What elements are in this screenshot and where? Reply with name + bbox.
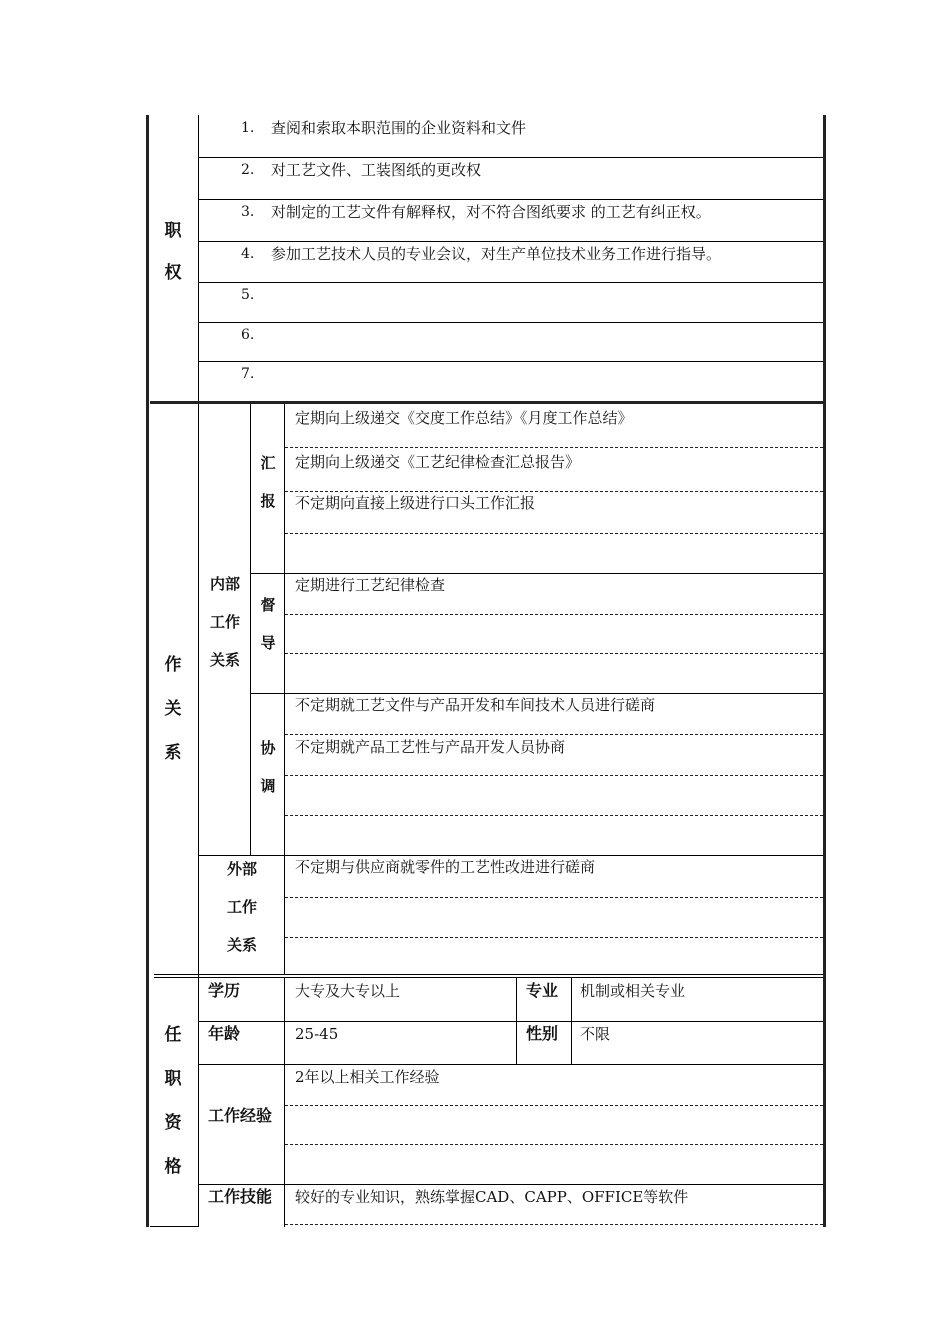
- external-relations-label: [214, 858, 270, 955]
- report-line: 定期向上级递交《工艺纪律检查汇总报告》: [295, 453, 581, 471]
- experience-value: 2年以上相关工作经验: [295, 1068, 440, 1086]
- supervise-line: 定期进行工艺纪律检查: [295, 576, 446, 594]
- skills-label: 工作技能: [208, 1187, 273, 1206]
- supervise-label-char-1: 督: [260, 596, 276, 614]
- qualification-label-char-2: 职: [164, 1069, 182, 1089]
- external-line: 不定期与供应商就零件的工艺性改进进行磋商: [295, 858, 596, 876]
- authority-item-number: 3.: [241, 204, 255, 220]
- relations-label-char-1: 作: [164, 655, 182, 675]
- supervise-label-char-2: 导: [260, 634, 276, 652]
- relations-label-char-2: 关: [164, 699, 182, 719]
- external-label-line-2: 工作: [226, 898, 257, 916]
- major-value: 机制或相关专业: [580, 982, 686, 1000]
- age-label: 年龄: [208, 1024, 241, 1043]
- internal-relations-label: [201, 573, 249, 670]
- authority-label-char-1: 职: [164, 221, 182, 241]
- authority-section-label: [158, 216, 188, 283]
- experience-label: 工作经验: [208, 1106, 273, 1125]
- gender-label: 性别: [526, 1024, 559, 1043]
- authority-label-char-2: 权: [164, 263, 182, 283]
- authority-item-text: 查阅和索取本职范围的企业资料和文件: [271, 119, 527, 137]
- authority-item-number: 7.: [241, 366, 255, 382]
- relations-section-label: [158, 650, 188, 763]
- authority-item-number: 4.: [241, 246, 255, 262]
- report-line: 定期向上级递交《交度工作总结》《月度工作总结》: [295, 409, 633, 427]
- qualification-label-char-3: 资: [164, 1113, 182, 1133]
- internal-label-line-3: 关系: [209, 651, 240, 669]
- relations-label-char-3: 系: [164, 743, 182, 763]
- report-label-char-2: 报: [260, 492, 276, 510]
- external-label-line-1: 外部: [226, 860, 257, 878]
- age-value: 25-45: [295, 1025, 339, 1043]
- authority-item-text: 对制定的工艺文件有解释权，对不符合图纸要求 的工艺有纠正权。: [271, 203, 711, 221]
- authority-item-number: 6.: [241, 327, 255, 343]
- internal-label-line-2: 工作: [209, 613, 240, 631]
- internal-label-line-1: 内部: [209, 575, 240, 593]
- gender-value: 不限: [580, 1025, 611, 1043]
- report-label: [253, 452, 283, 511]
- coordinate-line: 不定期就工艺文件与产品开发和车间技术人员进行磋商: [295, 696, 656, 714]
- supervise-label: [253, 594, 283, 653]
- authority-item-number: 1.: [241, 120, 255, 136]
- qualification-label-char-4: 格: [164, 1157, 182, 1177]
- education-label: 学历: [208, 981, 241, 1000]
- report-line: 不定期向直接上级进行口头工作汇报: [295, 494, 536, 512]
- education-value: 大专及大专以上: [295, 982, 401, 1000]
- major-label: 专业: [526, 981, 559, 1000]
- external-label-line-3: 关系: [226, 936, 257, 954]
- authority-item-number: 2.: [241, 162, 255, 178]
- skills-value: 较好的专业知识，熟练掌握CAD、CAPP、OFFICE等软件: [295, 1188, 689, 1206]
- coordinate-label: [253, 737, 283, 796]
- coordinate-label-char-1: 协: [260, 739, 276, 757]
- authority-item-text: 参加工艺技术人员的专业会议，对生产单位技术业务工作进行指导。: [271, 245, 722, 263]
- authority-item-number: 5.: [241, 287, 255, 303]
- coordinate-label-char-2: 调: [260, 777, 276, 795]
- qualification-section-label: [158, 1020, 188, 1177]
- authority-item-text: 对工艺文件、工装图纸的更改权: [271, 161, 482, 179]
- qualification-label-char-1: 任: [164, 1025, 182, 1045]
- report-label-char-1: 汇: [260, 454, 276, 472]
- coordinate-line: 不定期就产品工艺性与产品开发人员协商: [295, 738, 566, 756]
